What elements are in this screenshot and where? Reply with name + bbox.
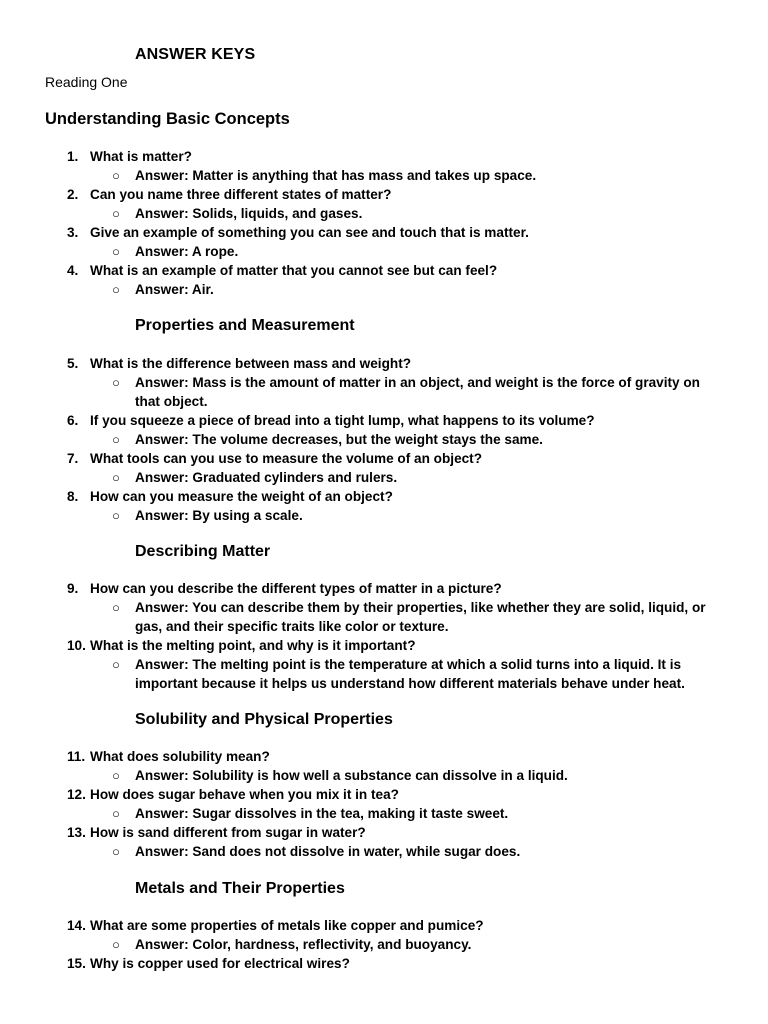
bullet-icon: ○: [112, 937, 120, 952]
bullet-icon: ○: [112, 244, 120, 259]
question-item: 6. If you squeeze a piece of bread into a tight lump, what happens to its volume?: [67, 413, 595, 428]
bullet-icon: ○: [112, 470, 120, 485]
question-item: 5. What is the difference between mass and weight?: [67, 356, 412, 371]
answer-item: ○ Answer: Sand does not dissolve in water, while sugar does.: [112, 844, 521, 859]
question-list: [0, 916, 768, 973]
answer-item: ○ Answer: The volume decreases, but the weight stays the same.: [112, 432, 543, 447]
answer-item: ○ Answer: The melting point is the temperature at which a solid turns into a liquid. It is important because it helps us understand how different materials behave under heat.: [112, 657, 685, 691]
bullet-icon: ○: [112, 600, 120, 615]
question-list: [0, 747, 768, 861]
question-item: 7. What tools can you use to measure the volume of an object?: [67, 451, 483, 466]
bullet-icon: ○: [112, 375, 120, 390]
bullet-icon: ○: [112, 768, 120, 783]
question-list: [0, 579, 768, 693]
bullet-icon: ○: [112, 432, 120, 447]
question-item: 15. Why is copper used for electrical wires?: [67, 956, 350, 971]
section-heading: Solubility and Physical Properties: [135, 711, 393, 728]
question-item: 3. Give an example of something you can see and touch that is matter.: [67, 225, 529, 240]
section-heading: Properties and Measurement: [135, 317, 355, 334]
page-title: ANSWER KEYS: [135, 46, 256, 63]
section-heading: Understanding Basic Concepts: [45, 110, 290, 128]
answer-item: ○ Answer: A rope.: [112, 244, 239, 259]
question-item: 2. Can you name three different states of matter?: [67, 187, 392, 202]
question-item: 10. What is the melting point, and why is it important?: [67, 638, 416, 653]
bullet-icon: ○: [112, 168, 120, 183]
answer-item: ○ Answer: Air.: [112, 282, 214, 297]
question-item: 14. What are some properties of metals like copper and pumice?: [67, 918, 484, 933]
question-item: 12. How does sugar behave when you mix it in tea?: [67, 787, 399, 802]
question-list: [0, 147, 768, 299]
bullet-icon: ○: [112, 844, 120, 859]
section-heading: Describing Matter: [135, 543, 271, 560]
question-item: 1. What is matter?: [67, 149, 192, 164]
answer-item: ○ Answer: Sugar dissolves in the tea, making it taste sweet.: [112, 806, 509, 821]
question-item: 9. How can you describe the different types of matter in a picture?: [67, 581, 502, 596]
question-list: [0, 354, 768, 525]
bullet-icon: ○: [112, 657, 120, 672]
bullet-icon: ○: [112, 282, 120, 297]
answer-item: ○ Answer: By using a scale.: [112, 508, 303, 523]
answer-item: ○ Answer: Graduated cylinders and rulers.: [112, 470, 398, 485]
answer-item: ○ Answer: You can describe them by their properties, like whether they are solid, liquid, or gas, and their specific traits like color or texture.: [112, 600, 706, 634]
answer-item: ○ Answer: Solubility is how well a substance can dissolve in a liquid.: [112, 768, 568, 783]
question-item: 4. What is an example of matter that you cannot see but can feel?: [67, 263, 498, 278]
answer-item: ○ Answer: Matter is anything that has mass and takes up space.: [112, 168, 537, 183]
answer-item: ○ Answer: Color, hardness, reflectivity, and buoyancy.: [112, 937, 472, 952]
question-item: 11. What does solubility mean?: [67, 749, 270, 764]
bullet-icon: ○: [112, 206, 120, 221]
page-subtitle: Reading One: [45, 74, 128, 90]
answer-item: ○ Answer: Solids, liquids, and gases.: [112, 206, 363, 221]
section-heading: Metals and Their Properties: [135, 880, 345, 897]
answer-item: ○ Answer: Mass is the amount of matter in an object, and weight is the force of gravity on that object.: [112, 375, 700, 409]
question-item: 13. How is sand different from sugar in water?: [67, 825, 366, 840]
bullet-icon: ○: [112, 508, 120, 523]
question-item: 8. How can you measure the weight of an object?: [67, 489, 393, 504]
bullet-icon: ○: [112, 806, 120, 821]
